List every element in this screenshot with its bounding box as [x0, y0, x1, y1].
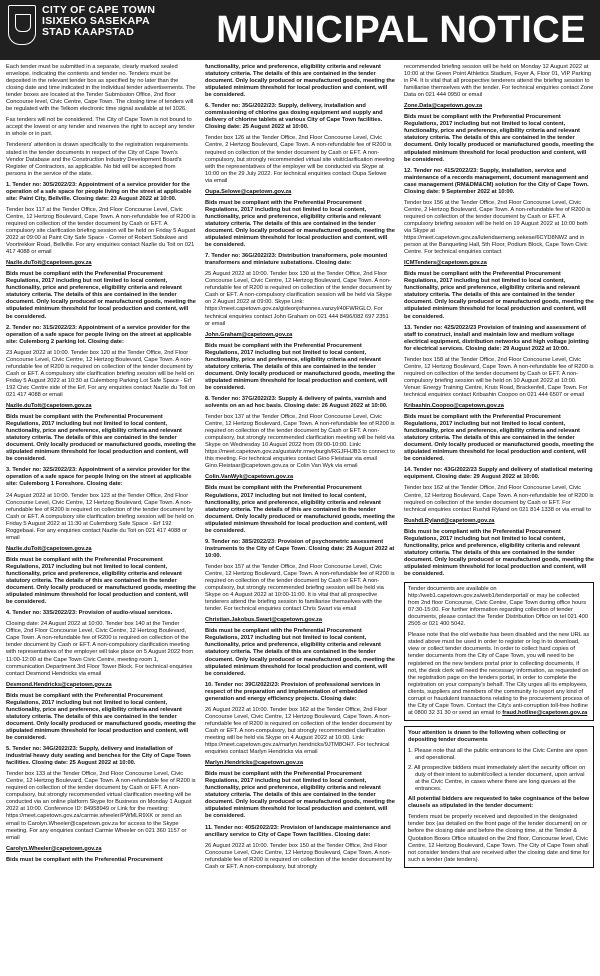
tender-heading: Bids must be compliant with the Preferential Procurement Regulations, 2017 including but not limited to local content, functionality, price and preference, eligibility criteria and relevant statutory criteria. The details of this are contained in the tender document. Only locally produced or manufactured goods, meeting the stipulated minimum threshold for local production and content, will be considered.	[6, 556, 196, 606]
tender-paragraph: 26 August 2022 at 10:00. Tender box 150 at the Tender Office, 2nd Floor Concourse Level, Civic Centre, 12 Hertzog Boulevard, Cape Town. A non-refundable fee of R200 is required on collection of the tender document by Cash or EFT. A non-compulsory, but strongly	[205, 842, 392, 870]
contact-email[interactable]: Christian.Jakobus.Swart@capetown.gov.za	[205, 617, 323, 624]
contact-email[interactable]: Oupa.Selowe@capetown.gov.za	[205, 188, 292, 195]
tender-heading: Bids must be compliant with the Preferential Procurement Regulations, 2017 including but not limited to local content, functionality, price and preference, eligibility criteria and relevant statutory criteria. The details of this are contained in the tender document. Only locally produced or manufactured goods, meeting the stipulated minimum threshold for local production and content, will be considered.	[205, 199, 395, 249]
tender-heading: 7. Tender no: 36G/2022/23: Distribution transformers, pole mounted transformers and miniature substations. Closing date:	[205, 253, 388, 267]
attention-item: 2. All prospective bidders must immediately alert the security officer on duty of their intent to submit/collect a tender document, upon arrival at the Civic Centre, in cases where there are long queues at the entrances.	[408, 765, 586, 793]
header-banner	[0, 0, 600, 60]
tender-paragraph: 25 August 2022 at 10:00. Tender box 130 at the Tender Office, 2nd Floor Concourse Level, Civic Centre, 12 Hertzog Boulevard, Cape Town. A non-refundable fee of R200 is required on collection of the tender document by Cash or EFT. A non-compulsory clarification session will be held via Skype on 2 August 2022 at 09:00. Skype Link: https://meet.capetown.gov.za/gideonjohannes.vanzyl/40FWRGLO. For technical enquiries contact John Graham on 021 444 8496/082 697 2351 or email	[205, 271, 392, 327]
contact-email[interactable]: Colin.VanWyk@capetown.gov.za	[205, 474, 294, 481]
tender-heading: Bids must be compliant with the Preferential Procurement Regulations, 2017 including but not limited to local content, functionality, price and preference, eligibility criteria and relevant statutory criteria. The details of this are contained in the tender document. Only locally produced or manufactured goods, meeting the stipulated minimum threshold for local production and content, will be considered.	[404, 414, 594, 463]
column-2	[205, 64, 395, 972]
city-name	[42, 5, 155, 38]
tender-paragraph: Each tender must be submitted in a separate, clearly marked sealed envelope, indicating the contents and tender no. Tenders must be deposited in the relevant tender box as specified by no later than the closing date and time indicated in the individual tender advertisements. The tender boxes are located at the Tender Submission Office, 2nd floor Concourse level, Civic Centre, Cape Town. The closing time of tenders will be regulated with the Telkom electronic time signal available at tel 1026.	[6, 64, 196, 113]
attention-notice-heading: All potential bidders are requested to take cognisance of the below clause/s as stipulated in the tender document:	[408, 796, 590, 810]
attention-notice-text: Tenders must be properly received and deposited in the designated tender box (as detailed on the front page of the tender document) on or before the closing date and before the closing time, at the Tender & Quotation Boxes Office situated on the 2nd floor, Concourse level, Civic Centre, 12 Hertzog Boulevard, Cape Town. The City of Cape Town shall not consider tenders that are received after the closing date and time for such a tender (late tenders).	[408, 814, 590, 863]
contact-email[interactable]: Rushdi.Ryland@capetown.gov.za	[404, 517, 495, 524]
tender-heading: 8. Tender no: 37G/2022/23: Supply & delivery of paints, varnish and solvents on an ad hoc basis. Closing date: 26 August 2022 at 10:00.	[205, 395, 388, 410]
tender-paragraph: 23 August 2022 at 10:00. Tender box 120 at the Tender Office, 2nd Floor Concourse Level, Civic Centre, 12 Hertzog Boulevard, Cape Town. A non-refundable fee of R200 is required on collection of the tender document by Cash or EFT. A compulsory site clarification briefing session will be held on Friday 5 August 2022 at 10:30 at Culemborg Parking Lot Safe Space - Erf 192 Civic Centre side of the Erf. For any enquiries contact Nazlie du Toit on 021 417 4088 or email	[6, 349, 196, 398]
contact-email[interactable]: Kribashin.Coopoo@capetown.gov.za	[404, 403, 504, 410]
tender-heading: 2. Tender no: 31S/2022/23: Appointment of a service provider for the operation of a safe space for people living on the street at applicable site: Culemborg 2 parking lot. Closing date:	[6, 324, 192, 345]
column-3-paragraphs	[404, 64, 594, 578]
tender-paragraph: Tender box 158 at the Tender Office, 2nd Floor Concourse Level, Civic Centre, 12 Hertzog Boulevard, Cape Town. A non-refundable fee of R200 is required on collection of the tender document by Cash or EFT. A non-compulsory briefing session will be held on 10 August 2022 at 10:00. Venue: Energy Training Centre, Kruis Road, Brackenfell, Cape Town. For technical enquiries contact Kribashin Coopoo on 021 444 6507 or email	[404, 356, 594, 398]
tender-paragraph: recommended briefing session will be held on Monday 12 August 2022 at 10:00 at the Green Point Athletics Stadium, Foyer A, Floor 01, VIP Parking in P4. It is vital that all prospective tenderers attend the briefing session to familiarise themselves with the tender. For technical enquiries contact Zone Data on 021 444 0950 or email	[404, 64, 594, 99]
tender-heading: 11. Tender no: 40S/2022/23: Provision of landscape maintenance and ancillary service to City of Cape Town facilities. Closing date:	[205, 824, 391, 838]
attention-box	[404, 726, 594, 868]
tender-paragraph: Tenderers' attention is drawn specifically to the registration requirements stated in the tender documents in respect of the City of Cape Town's Vendor Database and the Construction Industry Development Board's Register of Contractors, as applicable. No bid will be accepted from persons in the service of the state.	[6, 142, 188, 177]
contact-email[interactable]: Desmond.Hendricks@capetown.gov.za	[6, 681, 112, 688]
contact-email[interactable]: Nazlie.duToit@capetown.gov.za	[6, 545, 92, 552]
tender-heading: Bids must be compliant with the Preferential Procurement Regulations, 2017 including but not limited to local content, functionality, price and preference, eligibility criteria and relevant statutory criteria. The details of this are contained in the tender document. Only locally produced or manufactured goods, meeting the stipulated minimum threshold for local production and content, will be considered.	[205, 485, 395, 534]
contact-email[interactable]: Marlyn.Hendricks@capetown.gov.za	[205, 760, 304, 767]
tender-heading: 5. Tender no: 34G/2022/23: Supply, delivery and installation of industrial heavy duty seating and benches for the City of Cape Town facilities. Closing date: 25 August 2022 at 10:00.	[6, 746, 191, 767]
tender-paragraph: Tender box 133 at the Tender Office, 2nd Floor Concourse Level, Civic Centre, 12 Hertzog Boulevard, Cape Town. A non-refundable fee of R200 is required on collection of the tender document by Cash or EFT. A non-compulsory, but strongly recommended virtual clarification meeting will be conducted via an online platform Skype for Business on Monday 1 August 2022 at 10:00. Conference ID: 84958949 or Link for the meeting: https://meet.capetown.gov.za/carmie.wheeler/PWMLR9XK or send an email to Carolyn.Wheeler@capetown.gov.za for access to the Skype meeting. For any enquiries contact Carmie Wheeler on 021 360 1157 or email	[6, 771, 196, 841]
tender-paragraph: Tender box 156 at the Tender Office, 2nd Floor Concourse Level, Civic Centre, 2 Hertzog Boulevard, Cape Town. A non-refundable fee of R200 is required on collection of the tender document by Cash or EFT. A compulsory briefing session will be held on 19 August 2022 at 10:00 both via Skype at https://meet.capetown.gov.za/lutendaemeng.sekese/6CYD8NW2 and in person at the Banqueting Hall, 5th Floor, Podium Block, Cape Town Civic Centre. For technical enquiries contact	[404, 199, 591, 256]
tender-heading: Bids must be compliant with the Preferential Procurement Regulations, 2017 including but not limited to local content, functionality, price and preference, eligibility criteria and relevant statutory criteria. The details of this are contained in the tender document. Only locally produced or manufactured goods, meeting the stipulated minimum threshold for local production and content, will be considered.	[404, 114, 594, 163]
tender-paragraph: Tender box 157 at the Tender Office, 2nd Floor Concourse Level, Civic Centre, 12 Hertzog Boulevard, Cape Town. A non-refundable fee of R200 is required on collection of the tender document by Cash or EFT. A non-compulsory, but strongly recommended briefing session will be held via Skype on 4 August 2022 at 10:00-11:00. It is vital that all prospective tenderers attend the briefing session to familiarise themselves with the tender. For technical enquiries contact Chris Swart via email	[205, 563, 395, 613]
city-name-line: ISIXEKO SASEKAPA	[42, 15, 150, 27]
tender-heading: 6. Tender no: 35G/2022/23: Supply, delivery, installation and commissioning of chlorine gas dosing equipment and supply and delivery of chlorine tablets at various City of Cape Town facilities. Closing date: 25 August 2022 at 10:00.	[205, 103, 383, 131]
contact-email[interactable]: ICMTenders@capetown.gov.za	[404, 260, 487, 267]
box-paragraph-text: Please note that the old website has been disabled and the new URL as stated above must be used in order to register or log in to download, view or collect tender documents. In order to collect hard copies of tender documents from the City of Cape Town, you will need to be registered on the new tenders portal prior to collecting documents, if not, the desk clerk will need the necessary information, as requested on the registration page on the tenders portal, in order to complete the registration on your company's behalf. The City urges all its employees, clients, suppliers and members of the community to report any kind of corrupt or fraudulent transactions relating to the procurement process of the City of Cape Town. Contact the City's anti-corruption toll-free hotline at 0800 32 31 30 or send an email to	[408, 632, 590, 716]
column-1	[6, 64, 196, 972]
tender-paragraph: Closing date: 24 August 2022 at 10:00. Tender box 140 at the Tender Office, 2nd Floor Concourse Level, Civic Centre, 12 Hertzog Boulevard, Cape Town. A non-refundable fee of R200 is required on collection of the tender document by Cash or EFT. A non-compulsory clarification meeting with representatives of the employer will take place on 5 August 2022 from 11:00-12:00 at the Cape Town Civic Centre, meeting room 1, communication Department 3rd Floor Tower Block. For technical enquiries contact Desmond Hendricks via email	[6, 621, 194, 677]
city-name-line: CITY OF CAPE TOWN	[42, 4, 156, 16]
tender-paragraph: Tender box 137 at the Tender Office, 2nd Floor Concourse Level, Civic Centre, 12 Hertzog Boulevard, Cape Town. A non-refundable fee of R200 is required on collection of the tender document by Cash or EFT. A non-compulsory, but strongly recommended clarification meeting will be held via Skype on Wednesday 10 August 2022 from 09:00-10:00. Link: https://meet.capetown.gov.za/gustavhr.rmeyburgh/RGJFHJB3 to connect to this meeting. For technical enquiries contact Gino Fleistaar via email Gino.Fleistaar@capetown.gov.za or Colin Van Wyk via email	[205, 414, 395, 470]
tender-heading: functionality, price and preference, eligibility criteria and relevant statutory criteria. The details of this are contained in the tender document. Only locally produced or manufactured goods, meeting the stipulated minimum threshold for local production and content, will be considered.	[205, 64, 395, 99]
tender-heading: Bids must be compliant with the Preferential Procurement Regulations, 2017 including but not limited to local content, functionality, price and preference, eligibility criteria and relevant statutory criteria. The details of this are contained in the tender document. Only locally produced or manufactured goods, meeting the stipulated minimum threshold for local production and content, will be considered.	[404, 271, 594, 320]
tender-heading: Bids must be compliant with the Preferential Procurement Regulations, 2017 including but not limited to local content, functionality, price and preference, eligibility criteria and relevant statutory criteria. The details of this are contained in the tender document. Only locally produced or manufactured goods, meeting the stipulated minimum threshold for local production and content, will be considered.	[205, 771, 395, 820]
city-crest-icon	[8, 5, 36, 45]
tender-paragraph: Tender box 126 at the Tender Office, 2nd Floor Concourse Level, Civic Centre, 2 Hertzog Boulevard, Cape Town. A non-refundable fee of R200 is required on collection of the tender document by Cash or EFT. A non-compulsory, but strongly recommended virtual site visit/clarification meeting with the representatives of the employer will be conducted via Skype at 10:00 on the 29 July 2022. For technical enquiries contact Oupa Selowe via email	[205, 135, 395, 184]
contact-email[interactable]: Nazlie.duToit@capetown.gov.za	[6, 403, 92, 410]
tender-heading: 10. Tender no: 39C/2022/23: Provision of professional services in respect of the preparation and implementation of embedded generation and energy efficiency projects. Closing date:	[205, 681, 381, 702]
box-paragraph: Tender documents are available on http://web1.capetown.gov.za/web1/tenderportal/ or may be collected from 2nd floor Concourse, Civic Centre, Cape Town during office hours 07:30-15:00. For further information regarding collection of tender documents, please contact the Tender Distribution Office on tel 021 400 2505 or 021 400 5042.	[408, 586, 589, 628]
contact-email[interactable]: Zone.Data@capetown.gov.za	[404, 103, 483, 110]
tender-heading: Bids must be compliant with the Preferential Procurement	[6, 856, 163, 863]
tender-heading: 1. Tender no: 30S/2022/23: Appointment of a service provider for the operation of a safe space for people living on the street at applicable site: Paint City, Bellville. Closing date: 23 August 2022 at 10:00.	[6, 181, 192, 202]
tender-heading: 3. Tender no: 32S/2022/23: Appointment of a service provider for the operation of a safe space for people living on the street at applicable site: Culemborg 1 Foreshore. Closing date:	[6, 467, 192, 488]
page-title: MUNICIPAL NOTICE	[216, 9, 586, 51]
fraud-hotline-email[interactable]: fraud.hotline@capetown.gov.za	[502, 709, 588, 716]
tender-heading: 12. Tender no: 41S/2022/23: Supply, installation, service and maintenance of a records management, document management and case management (RM&DM&CM) solution for the City of Cape Town. Closing date: 9 September 2022 at 10:00.	[404, 167, 589, 195]
tender-heading: Bids must be compliant with the Preferential Procurement Regulations, 2017 including but not limited to local content, functionality, price and preference, eligibility criteria and relevant statutory criteria. The details of this are contained in the tender document. Only locally produced or manufactured goods, meeting the stipulated minimum threshold for local production and content, will be considered.	[6, 692, 196, 741]
tender-heading: 9. Tender no: 38S/2022/23: Provision of psychometric assessment instruments to the City of Cape Town. Closing date: 25 August 2022 at 10:00.	[205, 538, 395, 559]
tender-paragraph: 26 August 2022 at 10:00. Tender box 162 at the Tender Office, 2nd Floor Concourse Level, Civic Centre, 12 Hertzog Boulevard, Cape Town. A non-refundable fee of R200 is required on collection of the tender document by Cash or EFT. A non-compulsory, but strongly recommended clarification meeting will be held via Skype on 4 August 2022 at 10:00. Link: https://meet.capetown.gov.za/marlyn.hendricks/9JTM8OH7. For technical enquiries contact Marlyn Hendricks via email	[205, 706, 392, 756]
tender-heading: 13. Tender no: 42S/2022/23 Provision of training and assessment of staff to construct, install and maintain low and medium voltage electrical equipment, distribution networks and high voltage jointing for electrical services. Closing date: 29 August 2022 at 10:00.	[404, 324, 589, 352]
tender-heading: 14. Tender no: 43G/2022/23 Supply and delivery of statistical metering equipment. Closing date: 29 August 2022 at 10:00.	[404, 467, 593, 481]
tender-paragraph: Tender box 117 at the Tender Office, 2nd Floor Concourse Level, Civic Centre, 12 Hertzog Boulevard, Cape Town. A non-refundable fee of R200 is required on collection of the tender document by Cash or EFT. A compulsory site clarification briefing session will be held on Friday 5 August 2022 at 09:00 at Paint City Safe Space - Corner of Robert Sobukwe and Voortrekker Road, Bellville. For any enquiries contact Nazlie du Toit on 021 417 4088 or email	[6, 206, 196, 256]
contact-email[interactable]: John.Graham@capetown.gov.za	[205, 331, 293, 338]
tender-heading: Bids must be compliant with the Preferential Procurement Regulations, 2017 including but not limited to local content, functionality, price and preference, eligibility criteria and relevant statutory criteria. The details of this are contained in the tender document. Only locally produced or manufactured goods, meeting the stipulated minimum threshold for local production and content, will be considered.	[6, 414, 196, 463]
contact-email[interactable]: Carolyn.Wheeler@capetown.gov.za	[6, 845, 102, 852]
tender-heading: 4. Tender no: 33S/2022/23: Provision of audio-visual services.	[6, 610, 173, 617]
tender-documents-box	[404, 582, 594, 721]
city-name-line: STAD KAAPSTAD	[42, 26, 135, 38]
tender-paragraph: 24 August 2022 at 10:00. Tender box 123 at the Tender Office, 2nd Floor Concourse Level, Civic Centre, 12 Hertzog Boulevard, Cape Town. A non-refundable fee of R200 is required on collection of the tender document by Cash or EFT. A compulsory site clarification briefing session will be held on Friday 5 August 2022 at 11:30 at Culemborg Safe Space - Erf 192 Roggebaai. For any enquiries contact Nazlie du Toit on 021 417 4088 or email	[6, 492, 194, 541]
tender-paragraph: Tender box 162 at the Tender Office, 2nd Floor Concourse Level, Civic Centre, 12 Hertzog Boulevard, Cape Town. A non-refundable fee of R200 is required on collection of the tender document by Cash or EFT. For technical enquiries contact Rushdi Ryland on 021 814 1338 or via email to	[404, 485, 594, 513]
attention-heading: Your attention is drawn to the following when collecting or depositing tender documents	[408, 729, 566, 743]
tender-heading: Bids must be compliant with the Preferential Procurement Regulations, 2017 including but not limited to local content, functionality, price and preference, eligibility criteria and relevant statutory criteria. The details of this are contained in the tender document. Only locally produced or manufactured goods, meeting the stipulated minimum threshold for local production and content, will be considered.	[205, 628, 395, 677]
box-paragraph	[408, 632, 590, 717]
tender-heading: Bids must be compliant with the Preferential Procurement Regulations, 2017 including but not limited to local content, functionality, price and preference, eligibility criteria and relevant statutory criteria. The details of this are contained in the tender document. Only locally produced or manufactured goods, meeting the stipulated minimum threshold for local production and content, will be considered.	[205, 342, 395, 391]
tender-heading: Bids must be compliant with the Preferential Procurement Regulations, 2017 including but not limited to local content, functionality, price and preference, eligibility criteria and relevant statutory criteria. The details of this are contained in the tender document. Only locally produced or manufactured goods, meeting the stipulated minimum threshold for local production and content, will be considered.	[6, 271, 196, 320]
attention-item: 1. Please note that all the public entrances to the Civic Centre are open and operational.	[408, 747, 588, 762]
tender-heading: Bids must be compliant with the Preferential Procurement Regulations, 2017 including but not limited to local content, functionality, price and preference, eligibility criteria and relevant statutory criteria. The details of this are contained in the tender document. Only locally produced or manufactured goods, meeting the stipulated minimum threshold for local production and content, will be considered.	[404, 528, 594, 577]
contact-email[interactable]: Nazlie.duToit@capetown.gov.za	[6, 260, 92, 267]
column-3	[404, 64, 594, 972]
notice-columns	[6, 64, 594, 972]
tender-paragraph: Fax tenders will not be considered. The City of Cape Town is not bound to accept the lowest or any tender and reserves the right to accept any tender in whole or in part.	[6, 117, 195, 138]
